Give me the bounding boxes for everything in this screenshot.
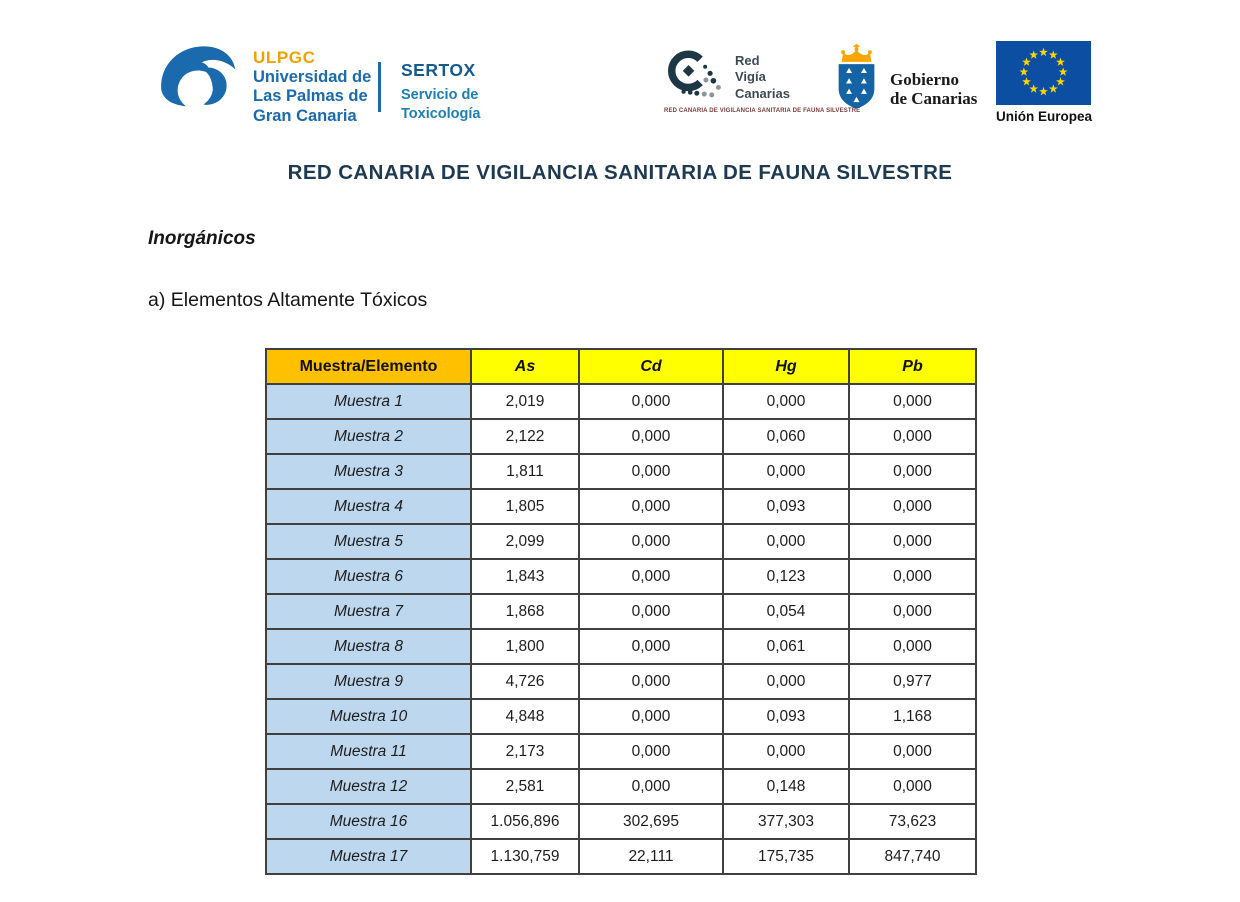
- table-body: [266, 384, 976, 874]
- gobierno-canarias-logo: [832, 44, 977, 111]
- value-cell: 0,000: [579, 699, 723, 734]
- ulpgc-swoosh-icon: [156, 40, 244, 126]
- value-cell: 0,000: [849, 559, 976, 594]
- section-heading: Inorgánicos: [148, 228, 256, 249]
- ulpgc-line: Las Palmas de: [253, 87, 368, 106]
- document-title: RED CANARIA DE VIGILANCIA SANITARIA DE FAUNA SILVESTRE: [287, 161, 953, 184]
- value-cell: 1.130,759: [471, 839, 579, 874]
- sample-label-cell: Muestra 8: [266, 629, 471, 664]
- value-cell: 0,000: [579, 524, 723, 559]
- value-cell: 22,111: [579, 839, 723, 874]
- value-cell: 1,805: [471, 489, 579, 524]
- value-cell: 0,000: [579, 489, 723, 524]
- value-cell: 0,977: [849, 664, 976, 699]
- subsection-heading: a) Elementos Altamente Tóxicos: [148, 289, 428, 311]
- red-vigia-line: Red: [735, 53, 760, 68]
- value-cell: 302,695: [579, 804, 723, 839]
- ulpgc-line: Universidad de: [253, 68, 372, 86]
- value-cell: 0,000: [723, 664, 849, 699]
- sample-label-cell: Muestra 3: [266, 454, 471, 489]
- red-vigia-line: Canarias: [735, 85, 790, 101]
- sample-label-cell: Muestra 9: [266, 664, 471, 699]
- red-vigia-tagline: RED CANARIA DE VIGILANCIA SANITARIA DE FAUNA SILVESTRE: [664, 108, 861, 114]
- eu-flag-icon: [995, 41, 1092, 105]
- value-cell: 0,000: [723, 454, 849, 489]
- value-cell: 0,000: [849, 734, 976, 769]
- ulpgc-line: Gran Canaria: [253, 106, 357, 125]
- element-header-cell: Pb: [849, 349, 976, 384]
- sample-label-cell: Muestra 16: [266, 804, 471, 839]
- value-cell: 73,623: [849, 804, 976, 839]
- value-cell: 847,740: [849, 839, 976, 874]
- eu-flag-label: Unión Europea: [995, 109, 1092, 124]
- table-header-row: [266, 349, 976, 384]
- red-vigia-logo-top: [664, 46, 806, 104]
- value-cell: 0,054: [723, 594, 849, 629]
- ulpgc-acronym: ULPGC: [253, 48, 316, 67]
- element-header-cell: Cd: [579, 349, 723, 384]
- value-cell: 2,099: [471, 524, 579, 559]
- value-cell: 0,061: [723, 629, 849, 664]
- value-cell: 4,848: [471, 699, 579, 734]
- value-cell: 1.056,896: [471, 804, 579, 839]
- canarias-coat-of-arms-icon: [832, 44, 881, 111]
- table-row: [266, 524, 976, 559]
- value-cell: 0,000: [849, 594, 976, 629]
- table-row: [266, 454, 976, 489]
- table-row: [266, 839, 976, 874]
- table-row: [266, 419, 976, 454]
- table-row: [266, 559, 976, 594]
- sample-label-cell: Muestra 6: [266, 559, 471, 594]
- value-cell: 1,868: [471, 594, 579, 629]
- sample-label-cell: Muestra 5: [266, 524, 471, 559]
- value-cell: 1,843: [471, 559, 579, 594]
- sample-label-cell: Muestra 4: [266, 489, 471, 524]
- value-cell: 1,811: [471, 454, 579, 489]
- value-cell: 2,122: [471, 419, 579, 454]
- value-cell: 0,000: [723, 734, 849, 769]
- value-cell: 0,000: [579, 664, 723, 699]
- ulpgc-logo-text: [253, 48, 371, 126]
- sertox-line: Servicio de: [401, 87, 479, 103]
- element-header-cell: Hg: [723, 349, 849, 384]
- value-cell: 377,303: [723, 804, 849, 839]
- red-vigia-eye-icon: [664, 46, 728, 104]
- value-cell: 0,123: [723, 559, 849, 594]
- table-row: [266, 489, 976, 524]
- value-cell: 0,000: [849, 489, 976, 524]
- value-cell: 0,000: [579, 629, 723, 664]
- ulpgc-logo: [156, 40, 371, 126]
- sample-label-cell: Muestra 1: [266, 384, 471, 419]
- value-cell: 0,148: [723, 769, 849, 804]
- sample-label-cell: Muestra 12: [266, 769, 471, 804]
- sample-label-cell: Muestra 17: [266, 839, 471, 874]
- value-cell: 4,726: [471, 664, 579, 699]
- eu-flag-logo: [995, 41, 1093, 124]
- sertox-logo: [401, 60, 481, 123]
- value-cell: 0,000: [579, 734, 723, 769]
- sertox-name: SERTOX: [401, 60, 476, 80]
- gobierno-line: de Canarias: [890, 89, 978, 109]
- value-cell: 0,000: [579, 454, 723, 489]
- value-cell: 0,000: [579, 594, 723, 629]
- value-cell: 0,000: [849, 419, 976, 454]
- sertox-line: Toxicología: [401, 105, 481, 122]
- value-cell: 175,735: [723, 839, 849, 874]
- value-cell: 0,000: [849, 384, 976, 419]
- table-row: [266, 734, 976, 769]
- sample-label-cell: Muestra 10: [266, 699, 471, 734]
- value-cell: 0,000: [579, 769, 723, 804]
- logo-divider: [378, 62, 381, 112]
- value-cell: 0,000: [849, 524, 976, 559]
- value-cell: 0,060: [723, 419, 849, 454]
- red-vigia-wordmark: [735, 53, 790, 102]
- value-cell: 0,000: [723, 524, 849, 559]
- red-vigia-line: Vigía: [735, 69, 766, 85]
- value-cell: 1,800: [471, 629, 579, 664]
- sample-label-cell: Muestra 2: [266, 419, 471, 454]
- table-row: [266, 594, 976, 629]
- table-row: [266, 664, 976, 699]
- value-cell: 2,019: [471, 384, 579, 419]
- value-cell: 0,000: [579, 384, 723, 419]
- value-cell: 2,173: [471, 734, 579, 769]
- gobierno-canarias-wordmark: [890, 70, 977, 109]
- value-cell: 0,000: [579, 419, 723, 454]
- results-table: [265, 348, 977, 875]
- value-cell: 1,168: [849, 699, 976, 734]
- gobierno-line: Gobierno: [890, 69, 959, 89]
- table-row: [266, 629, 976, 664]
- element-header-cell: As: [471, 349, 579, 384]
- table-row: [266, 384, 976, 419]
- red-vigia-logo: [664, 46, 861, 114]
- value-cell: 0,093: [723, 699, 849, 734]
- table-row: [266, 769, 976, 804]
- sample-label-cell: Muestra 7: [266, 594, 471, 629]
- value-cell: 0,000: [849, 454, 976, 489]
- table-row: [266, 804, 976, 839]
- value-cell: 0,000: [849, 769, 976, 804]
- corner-header-cell: Muestra/Elemento: [266, 349, 471, 384]
- sample-label-cell: Muestra 11: [266, 734, 471, 769]
- value-cell: 2,581: [471, 769, 579, 804]
- table-row: [266, 699, 976, 734]
- value-cell: 0,093: [723, 489, 849, 524]
- value-cell: 0,000: [579, 559, 723, 594]
- value-cell: 0,000: [723, 384, 849, 419]
- value-cell: 0,000: [849, 629, 976, 664]
